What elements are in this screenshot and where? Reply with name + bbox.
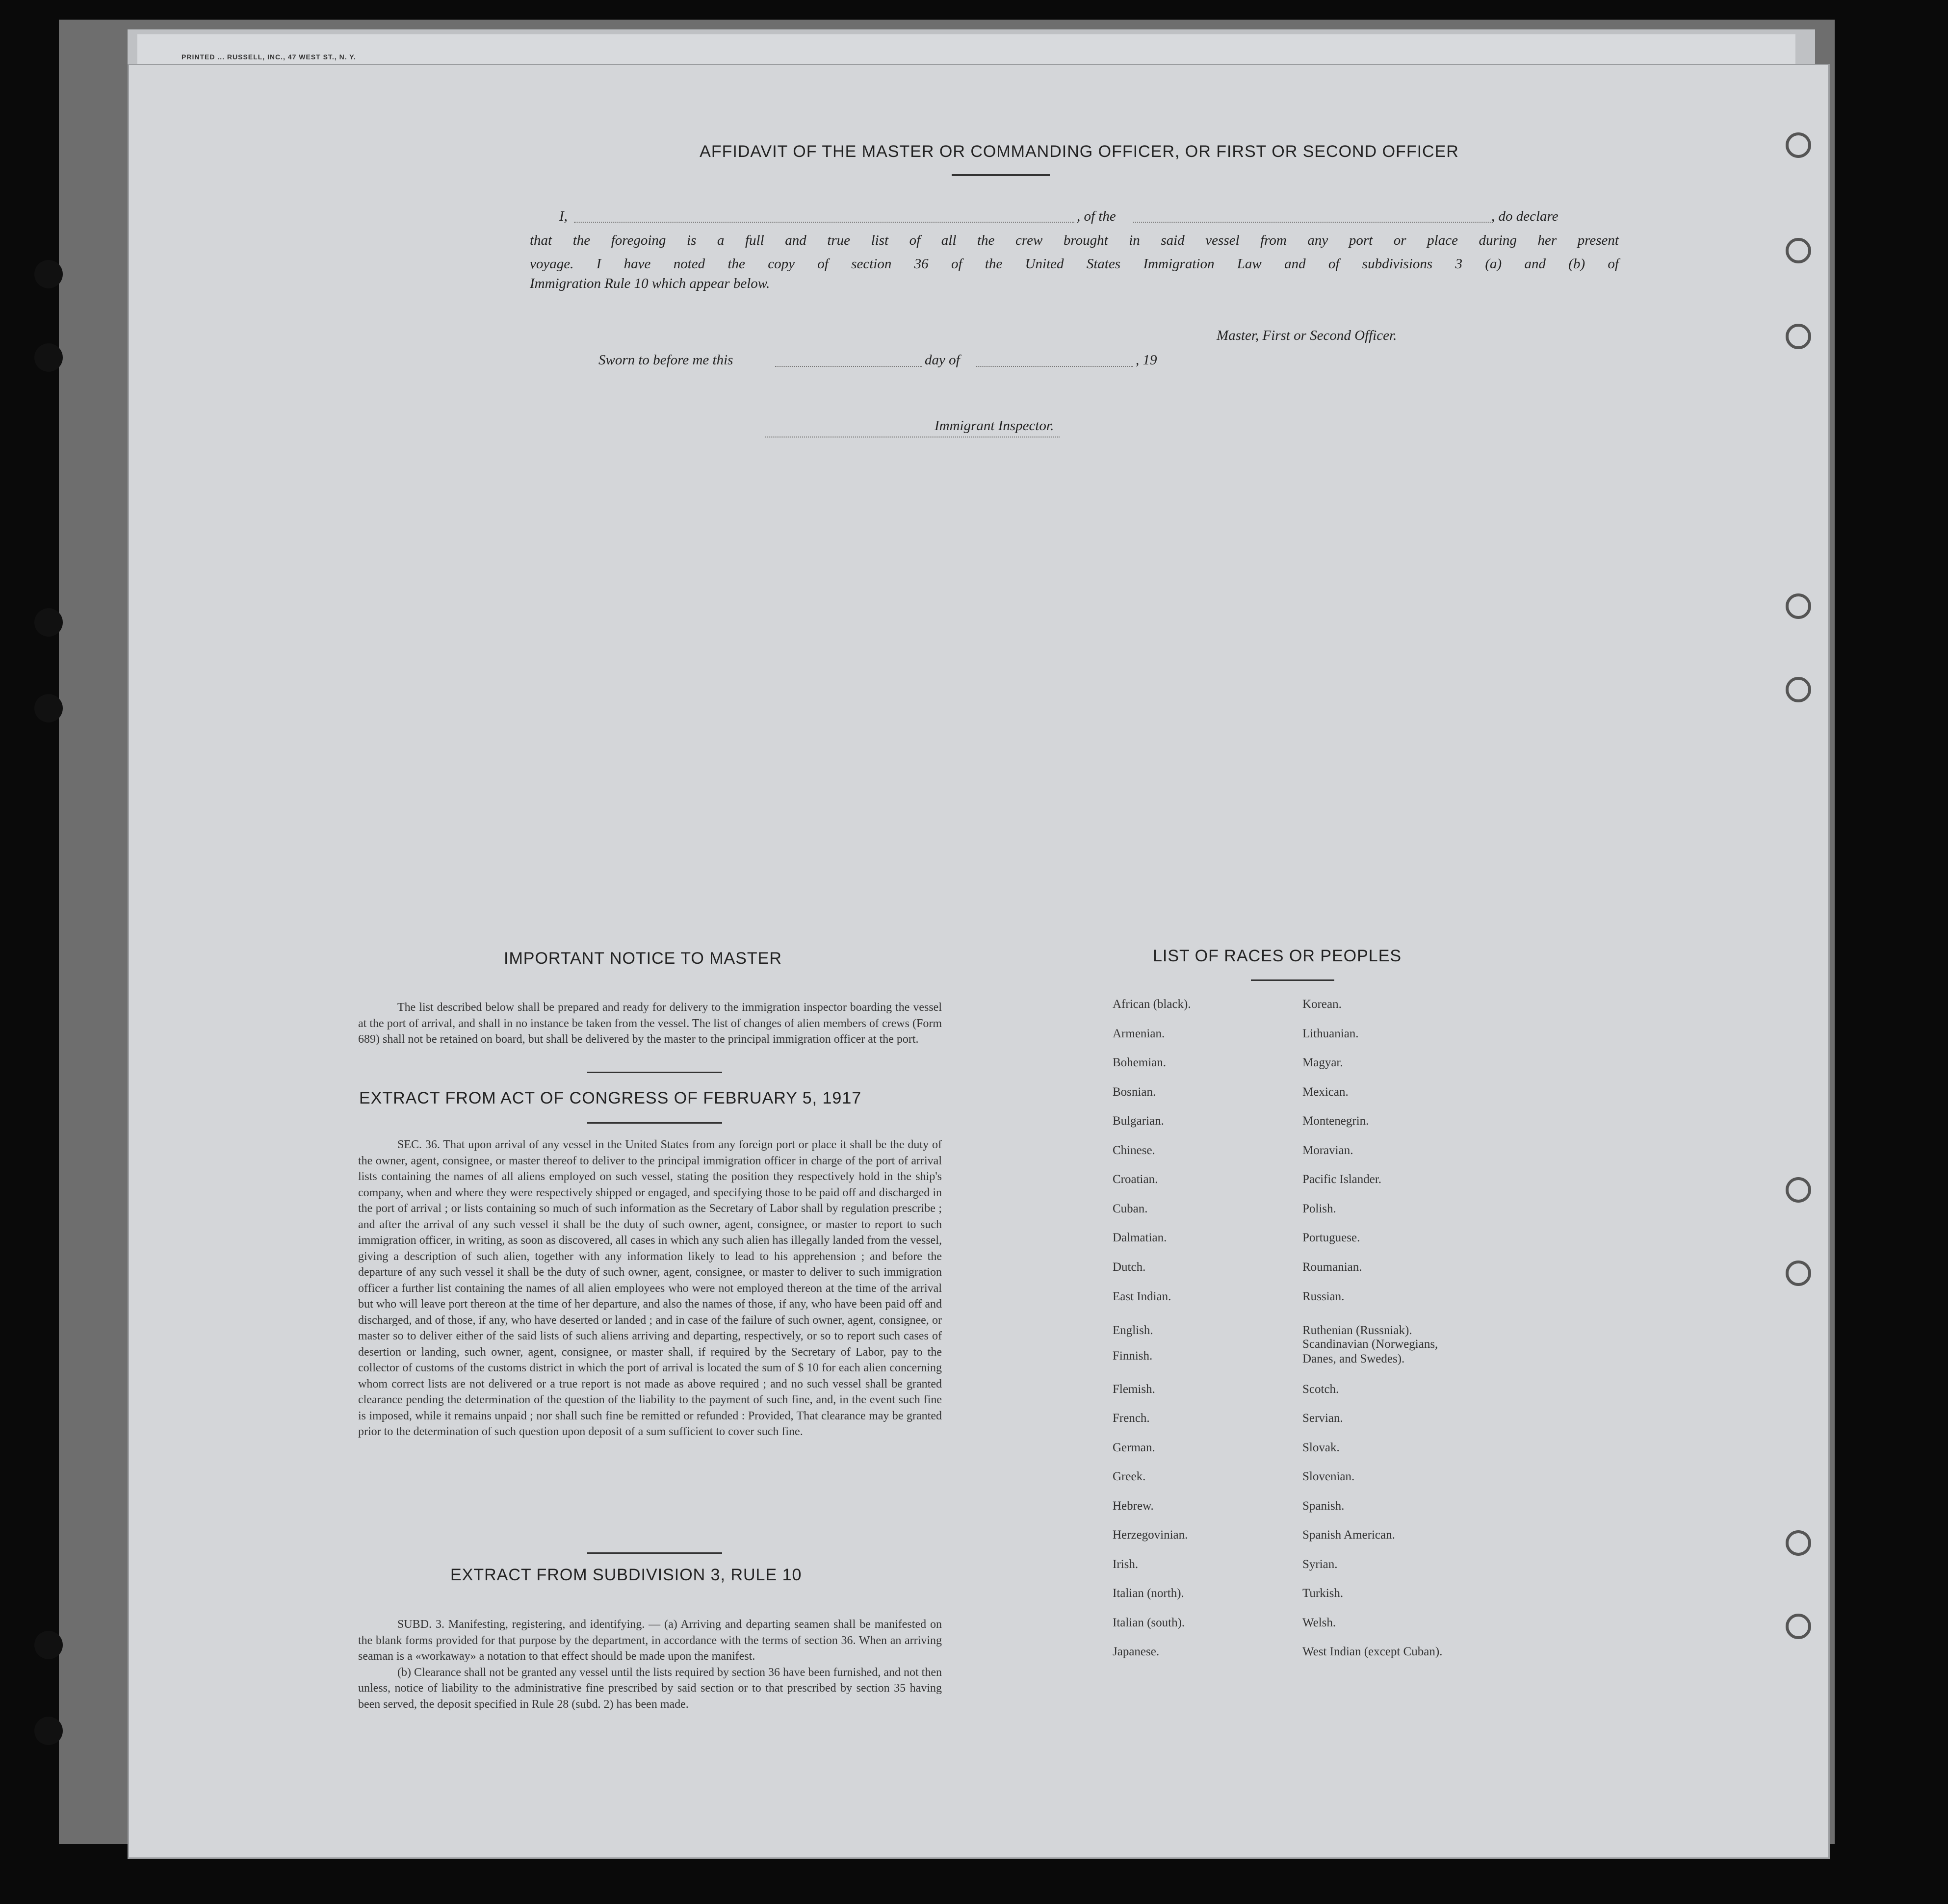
- race-item: Japanese.: [1113, 1645, 1160, 1658]
- rule-paragraph-a: SUBD. 3. Manifesting, registering, and identifying. — (a) Arriving and departing seamen shall be manifested on the blank forms provided for that purpose by the department, in accordance with the terms of section 36. When an arriving seaman is a «workaway» a notation to that effect should be made upon the manifest.: [358, 1618, 942, 1663]
- inspector-label: Immigrant Inspector.: [935, 418, 1054, 434]
- race-item: Turkish.: [1302, 1587, 1344, 1600]
- notice-heading: IMPORTANT NOTICE TO MASTER: [504, 949, 782, 968]
- name-field[interactable]: [574, 222, 1074, 223]
- race-item: Portuguese.: [1302, 1231, 1360, 1244]
- race-item: Italian (north).: [1113, 1587, 1184, 1600]
- race-item: Armenian.: [1113, 1027, 1165, 1040]
- race-item: Servian.: [1302, 1412, 1343, 1425]
- affidavit-title: AFFIDAVIT OF THE MASTER OR COMMANDING OFFICER, OR FIRST OR SECOND OFFICER: [700, 142, 1459, 161]
- punch-ring: [1786, 238, 1811, 263]
- sworn-label: Sworn to before me this: [598, 352, 733, 368]
- affidavit-line-4: Immigration Rule 10 which appear below.: [530, 276, 770, 291]
- race-item: Slovenian.: [1302, 1470, 1355, 1483]
- title-rule: [952, 174, 1050, 176]
- rule-paragraph-b: (b) Clearance shall not be granted any vessel until the lists required by section 36 have been furnished, and not then unless, notice of liability to the administrative fine prescribed by said section or to that prescribed by section 35 having been served, the deposit specified in Rule 28 (subd. 2) has been made.: [358, 1666, 942, 1711]
- race-item: Slovak.: [1302, 1441, 1340, 1454]
- race-item: Bulgarian.: [1113, 1114, 1164, 1128]
- affidavit-line-3: voyage. I have noted the copy of section 36 of the United States Immigration Law and of subdivisions 3 (a) and (b) of: [530, 256, 1619, 272]
- rule-heading: EXTRACT FROM SUBDIVISION 3, RULE 10: [450, 1566, 802, 1584]
- rule-text: [358, 1617, 942, 1712]
- binder-hole: [34, 1631, 63, 1659]
- notice-text: [358, 1000, 942, 1048]
- race-item: Russian.: [1302, 1290, 1345, 1303]
- binder-hole: [34, 694, 63, 722]
- race-item: Mexican.: [1302, 1085, 1349, 1099]
- punch-ring: [1786, 324, 1811, 349]
- race-item: Greek.: [1113, 1470, 1146, 1483]
- vessel-field[interactable]: [1133, 222, 1491, 223]
- act-heading: EXTRACT FROM ACT OF CONGRESS OF FEBRUARY 5, 1917: [359, 1089, 862, 1107]
- race-item: Cuban.: [1113, 1202, 1148, 1215]
- printer-imprint: PRINTED ... RUSSELL, INC., 47 WEST ST., N. Y.: [182, 53, 356, 61]
- races-heading: LIST OF RACES OR PEOPLES: [1153, 947, 1402, 965]
- race-item: Magyar.: [1302, 1056, 1343, 1069]
- binder-hole: [34, 1717, 63, 1745]
- race-item: Dalmatian.: [1113, 1231, 1167, 1244]
- race-item: African (black).: [1113, 998, 1191, 1011]
- race-item: Roumanian.: [1302, 1261, 1362, 1274]
- master-signature-label: Master, First or Second Officer.: [1217, 328, 1397, 343]
- race-item: West Indian (except Cuban).: [1302, 1645, 1443, 1658]
- section-rule: [587, 1122, 722, 1124]
- binder-hole: [34, 608, 63, 637]
- act-text: [358, 1137, 942, 1440]
- race-item: Danes, and Swedes).: [1302, 1352, 1405, 1365]
- race-item: Bosnian.: [1113, 1085, 1156, 1099]
- race-item: Korean.: [1302, 998, 1342, 1011]
- race-item: East Indian.: [1113, 1290, 1171, 1303]
- race-item: Italian (south).: [1113, 1616, 1185, 1629]
- section-rule: [587, 1072, 722, 1073]
- race-item: Herzegovinian.: [1113, 1528, 1188, 1542]
- race-item: Dutch.: [1113, 1261, 1146, 1274]
- race-item: Spanish.: [1302, 1499, 1345, 1513]
- race-item: Bohemian.: [1113, 1056, 1167, 1069]
- punch-ring: [1786, 1177, 1811, 1203]
- race-item: French.: [1113, 1412, 1150, 1425]
- sworn-day-field[interactable]: [775, 366, 922, 367]
- race-item: Chinese.: [1113, 1144, 1155, 1157]
- race-item: Scotch.: [1302, 1383, 1339, 1396]
- race-item: Flemish.: [1113, 1383, 1155, 1396]
- sworn-month-field[interactable]: [976, 366, 1133, 367]
- race-item: Croatian.: [1113, 1173, 1158, 1186]
- race-item: Moravian.: [1302, 1144, 1353, 1157]
- manifest-page: [128, 64, 1830, 1859]
- act-paragraph: SEC. 36. That upon arrival of any vessel in the United States from any foreign port or place it shall be the duty of the owner, agent, consignee, or master thereof to deliver to the principal immigration officer in charge of the port of arrival lists containing the names of all aliens employed on such vessel, stating the position they respectively hold in the ship's company, when and where they were respectively shipped or engaged, and specifying those to be paid off and discharged in the port of arrival ; or lists containing so much of such information as the Secretary of Labor shall by regulation prescribe ; and after the arrival of any such vessel it shall be the duty of such owner, agent, consignee, or master to report to such immigration officer, in writing, as soon as discovered, all cases in which any such alien has illegally landed from the vessel, giving a description of such alien, together with any information likely to lead to his apprehension ; and before the departure of any such vessel it shall be the duty of such owner, agent, consignee, or master to deliver to such immigration officer a further list containing the names of all alien employees who were not employed thereon at the time of the arrival but who will leave port thereon at the time of her departure, and also the names of those, if any, who have been paid off and discharged, and of those, if any, who have deserted or landed ; and in case of the failure of such owner, agent, consignee, or master so to deliver either of the said lists of such aliens arriving and departing, respectively, or so to report such cases of desertion or landing, such owner, agent, consignee, or master shall, if required by the Secretary of Labor, pay to the collector of customs of the customs district in which the port of arrival is located the sum of $ 10 for each alien concerning whom correct lists are not delivered or a true report is not made as above required ; and no such vessel shall be granted clearance pending the determination of the question of the liability to the payment of such fine, and, in the event such fine is imposed, while it remains unpaid ; nor shall such fine be remitted or refunded : Provided, That clearance may be granted prior to the determination of such question upon deposit of a sum sufficient to cover such fine.: [358, 1138, 942, 1438]
- punch-ring: [1786, 132, 1811, 158]
- race-item: Hebrew.: [1113, 1499, 1154, 1513]
- year-label: , 19: [1136, 352, 1157, 368]
- affidavit-i: I,: [559, 208, 568, 224]
- affidavit-line-2: that the foregoing is a full and true list of all the crew brought in said vessel from any port or place during her present: [530, 232, 1619, 248]
- affidavit-declare: , do declare: [1491, 208, 1558, 224]
- day-of-label: day of: [925, 352, 960, 368]
- race-item: Lithuanian.: [1302, 1027, 1359, 1040]
- races-rule: [1251, 979, 1334, 981]
- race-item: Polish.: [1302, 1202, 1336, 1215]
- notice-paragraph: The list described below shall be prepared and ready for delivery to the immigration inspector boarding the vessel at the port of arrival, and shall in no instance be taken from the vessel. The list of changes of alien members of crews (Form 689) shall not be retained on board, but shall be delivered by the master to the principal immigration officer at the port.: [358, 1001, 942, 1046]
- race-item: Irish.: [1113, 1558, 1139, 1571]
- binder-hole: [34, 260, 63, 288]
- race-item: Pacific Islander.: [1302, 1173, 1382, 1186]
- race-item: Finnish.: [1113, 1349, 1153, 1363]
- punch-ring: [1786, 593, 1811, 619]
- punch-ring: [1786, 1530, 1811, 1556]
- punch-ring: [1786, 677, 1811, 702]
- race-item: Ruthenian (Russniak).: [1302, 1324, 1412, 1337]
- race-item: English.: [1113, 1324, 1153, 1337]
- punch-ring: [1786, 1614, 1811, 1639]
- race-item: Spanish American.: [1302, 1528, 1395, 1542]
- race-item: Welsh.: [1302, 1616, 1336, 1629]
- race-item: Syrian.: [1302, 1558, 1338, 1571]
- race-item: Montenegrin.: [1302, 1114, 1369, 1128]
- race-item: Scandinavian (Norwegians,: [1302, 1338, 1438, 1351]
- affidavit-of-the: , of the: [1077, 208, 1116, 224]
- race-item: German.: [1113, 1441, 1155, 1454]
- section-rule: [587, 1552, 722, 1554]
- punch-ring: [1786, 1261, 1811, 1286]
- binder-hole: [34, 343, 63, 372]
